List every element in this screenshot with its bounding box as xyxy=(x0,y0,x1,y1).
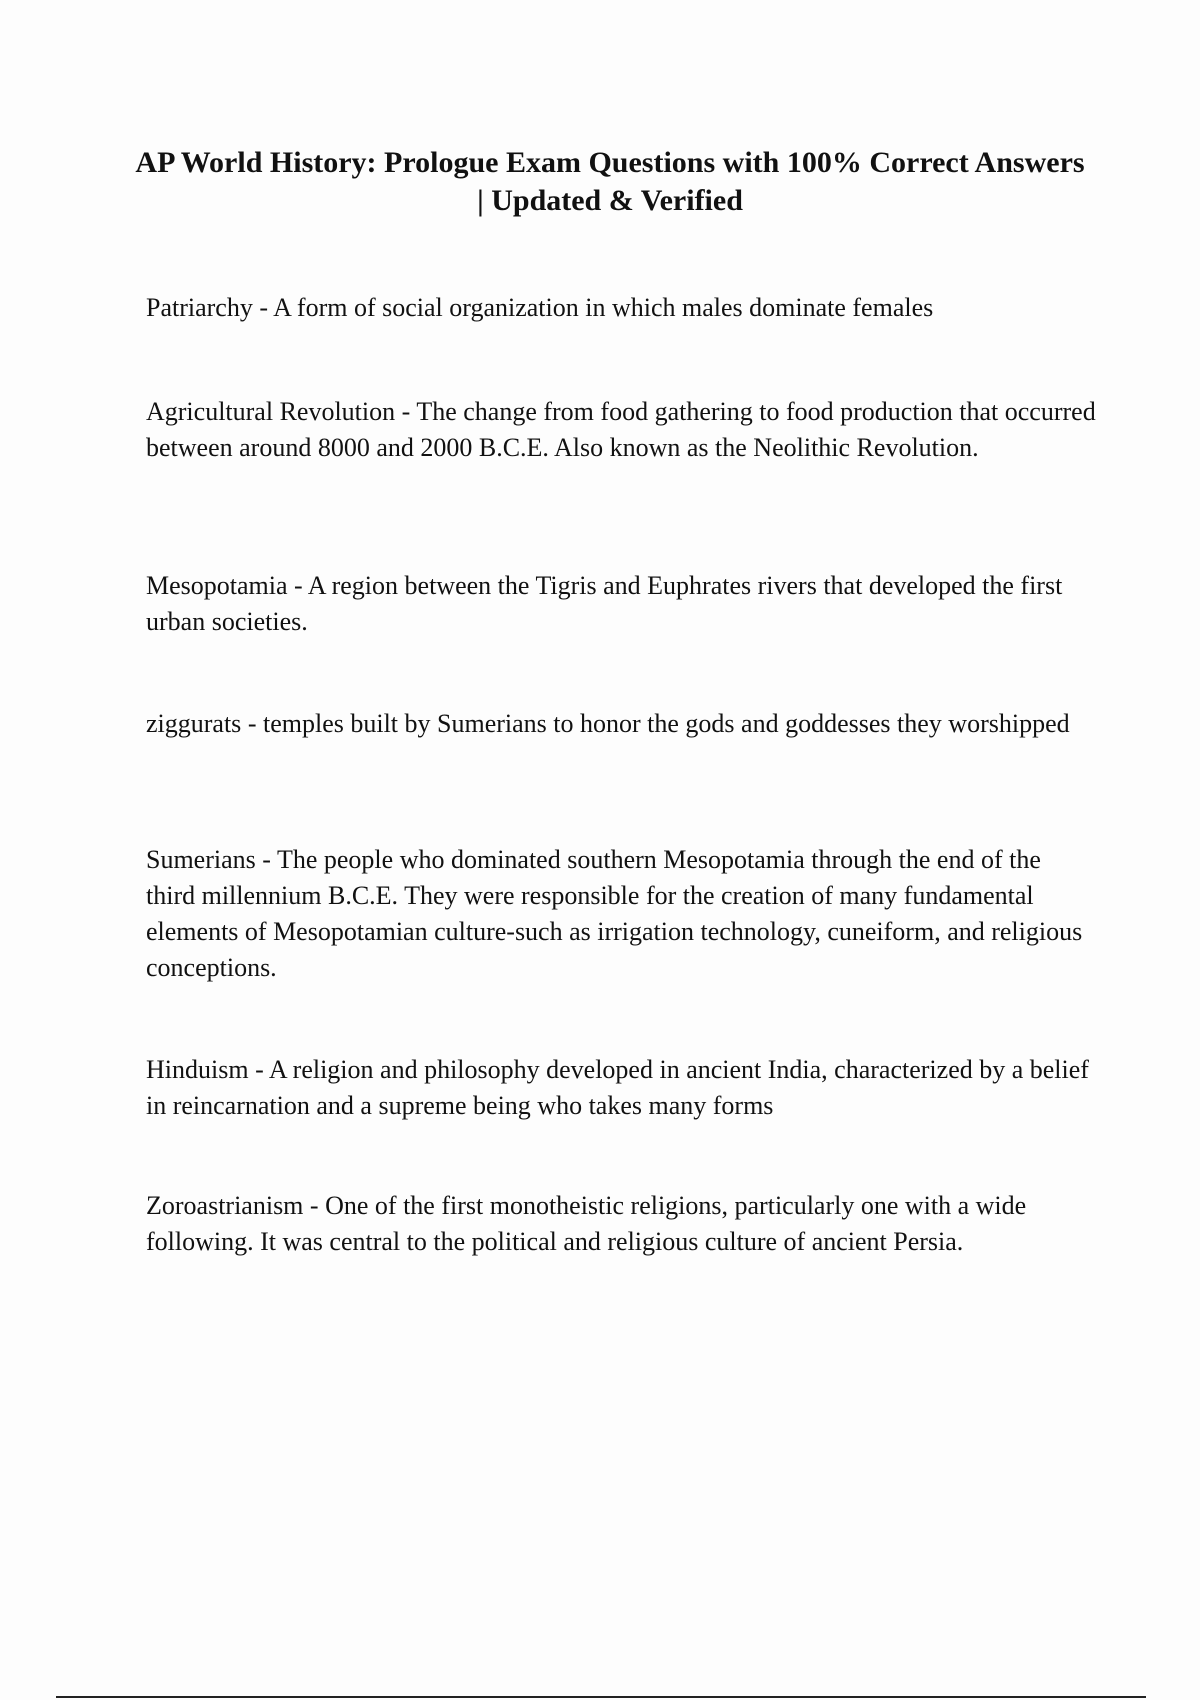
entry-definition: The change from food gathering to food production that occurred between around 8000 and 2000 B.C.E. Also known as the Neolithic Revolution. xyxy=(146,397,1096,462)
entry-separator: - xyxy=(241,709,263,738)
entry-sumerians xyxy=(146,842,1096,986)
entry-term: Hinduism xyxy=(146,1055,249,1084)
entry-definition: A religion and philosophy developed in ancient India, characterized by a belief in reincarnation and a supreme being who takes many forms xyxy=(146,1055,1089,1120)
entry-term: Sumerians xyxy=(146,845,256,874)
entry-term: Agricultural Revolution xyxy=(146,397,396,426)
entry-definition: A form of social organization in which males dominate females xyxy=(273,293,934,322)
entry-term: Zoroastrianism xyxy=(146,1191,304,1220)
entry-hinduism xyxy=(146,1052,1096,1124)
entry-mesopotamia xyxy=(146,568,1096,640)
entry-separator: - xyxy=(395,397,417,426)
entry-separator: - xyxy=(248,1055,269,1084)
entry-definition: The people who dominated southern Mesopotamia through the end of the third millennium B.C.E. They were responsible for the creation of many fundamental elements of Mesopotamian culture-such as irrigation technology, cuneiform, and religious conceptions. xyxy=(146,845,1083,982)
entry-separator: - xyxy=(255,845,277,874)
entry-definition: A region between the Tigris and Euphrates rivers that developed the first urban societies. xyxy=(146,571,1063,636)
document-title: AP World History: Prologue Exam Questions with 100% Correct Answers | Updated & Verified xyxy=(135,146,1085,217)
entry-term: Patriarchy xyxy=(146,293,253,322)
entry-patriarchy xyxy=(146,290,1096,326)
entry-term: ziggurats xyxy=(146,709,242,738)
entry-agricultural-revolution xyxy=(146,394,1096,466)
entry-separator: - xyxy=(287,571,308,600)
footer-divider xyxy=(56,1696,1146,1698)
entry-separator: - xyxy=(252,293,274,322)
entry-separator: - xyxy=(303,1191,326,1220)
entry-ziggurats xyxy=(146,706,1096,742)
entry-definition: One of the first monotheistic religions, particularly one with a wide following. It was central to the political and religious culture of ancient Persia. xyxy=(146,1191,1027,1256)
entry-term: Mesopotamia xyxy=(146,571,288,600)
entry-zoroastrianism xyxy=(146,1188,1096,1260)
entry-definition: temples built by Sumerians to honor the gods and goddesses they worshipped xyxy=(262,709,1070,738)
